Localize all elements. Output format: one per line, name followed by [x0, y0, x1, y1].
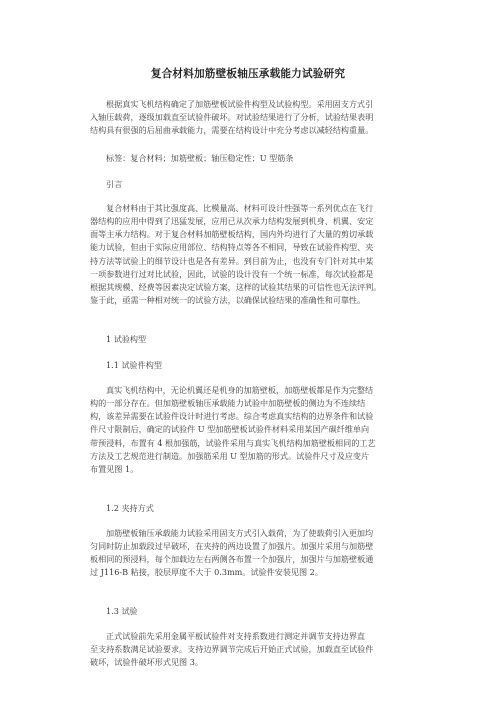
intro-line: 持方法等试验上的细节设计也是各有差异。到目前为止，也没有专门针对其中某: [90, 255, 374, 266]
intro-line: 复合材料由于其比强度高、比模量高、材料可设计性强等一系列优点在飞行: [106, 203, 374, 213]
intro-line: 器结构的应用中得到了迅猛发展，应用已从次承力结构发展到机身、机翼、安定: [90, 216, 374, 227]
abstract-line: 结构具有很强的后屈曲承载能力，需要在结构设计中充分考虑以减轻结构重量。: [90, 125, 374, 136]
section-1-1-line: 带预浸料，布置有 4 根加强筋，试验件采用与真实飞机结构加筋壁板相同的工艺: [90, 437, 376, 448]
section-1-2-line: 过 J116-B 粘接，胶层厚度不大于 0.3mm。试验件安装见图 2。: [90, 567, 323, 578]
section-1-1-line: 布置见图 1。: [90, 463, 139, 474]
section-1-1-heading: 1.1 试验件构型: [106, 360, 162, 370]
section-1-1-line: 构的一部分存在。但加筋壁板轴压承载能力试验中加筋壁板的侧边为不连续结: [90, 398, 366, 409]
intro-line: 面等主承力结构。对于复合材料加筋壁板结构，国内外均进行了大量的剪切承载: [90, 229, 374, 240]
section-1-2-line: 匀同时防止加载段过早破坏，在夹持的两边设置了加强片。加强片采用与加筋壁: [90, 541, 374, 552]
section-1-heading: 1 试验构型: [106, 334, 147, 344]
intro-paragraph: [90, 202, 406, 307]
section-1-2-paragraph: [90, 527, 406, 580]
section-1-1-line: 真实飞机结构中，无论机翼还是机身的加筋壁板，加筋壁板都是作为完整结: [106, 385, 374, 395]
keywords-line: 标签：复合材料；加筋壁板；轴压稳定性；U 型筋条: [106, 153, 294, 163]
paper-title: 复合材料加筋壁板轴压承载能力试验研究: [150, 68, 346, 80]
section-1-2-heading: 1.2 夹持方式: [106, 503, 154, 513]
section-1-3-paragraph: [90, 630, 406, 669]
section-1-2-line: 加筋壁板轴压承载能力试验采用固支方式引入载荷，为了使载荷引入更加均: [106, 528, 374, 538]
section-1-3-line: 破坏，试验件破坏形式见图 3。: [90, 657, 203, 668]
section-1-3-line: 正式试验前先采用金属平板试验件对支持系数进行测定并调节支持边界直: [106, 631, 366, 641]
section-1-3-heading: 1.3 试验: [106, 606, 138, 616]
abstract-line: 入轴压载荷，逐级加载直至试验件破坏。对试验结果进行了分析，试验结果表明: [90, 112, 374, 123]
intro-line: 一项参数进行过对比试验，因此，试验的设计没有一个统一标准，每次试验都是: [90, 268, 374, 279]
section-1-1-line: 方法及工艺规范进行制造。加强筋采用 U 型加筋的形式。试验件尺寸及应变片: [90, 450, 370, 461]
section-1-2-line: 板相同的预浸料，每个加载边左右两侧各布置一个加强片，加强片与加筋壁板通: [90, 554, 374, 565]
intro-line: 鉴于此，亟需一种相对统一的试验方法，以确保试验结果的准确性和可靠性。: [90, 294, 366, 305]
section-1-1-line: 件尺寸限制后，确定的试验件 U 型加筋壁板试验件材料采用某国产碳纤维单向: [90, 424, 370, 435]
section-1-3-line: 至支持系数满足试验要求。支持边界调节完成后开始正式试验，加载直至试验件: [90, 644, 374, 655]
section-1-1-line: 构，该差异需要在试验件设计时进行考虑。综合考虑真实结构的边界条件和试验: [90, 411, 374, 422]
abstract-line: 根据真实飞机结构确定了加筋壁板试验件构型及试验构型。采用固支方式引: [106, 99, 374, 109]
section-1-1-paragraph: [90, 384, 406, 476]
intro-line: 能力试验，但由于实际应用部位、结构特点等各不相同，导致在试验件构型、夹: [90, 242, 374, 253]
intro-line: 根据其规模、经费等因素决定试验方案，这样的试验其结果的可信性也无法评判。: [90, 281, 382, 292]
intro-heading: 引言: [106, 179, 123, 189]
abstract-paragraph: [90, 98, 406, 137]
